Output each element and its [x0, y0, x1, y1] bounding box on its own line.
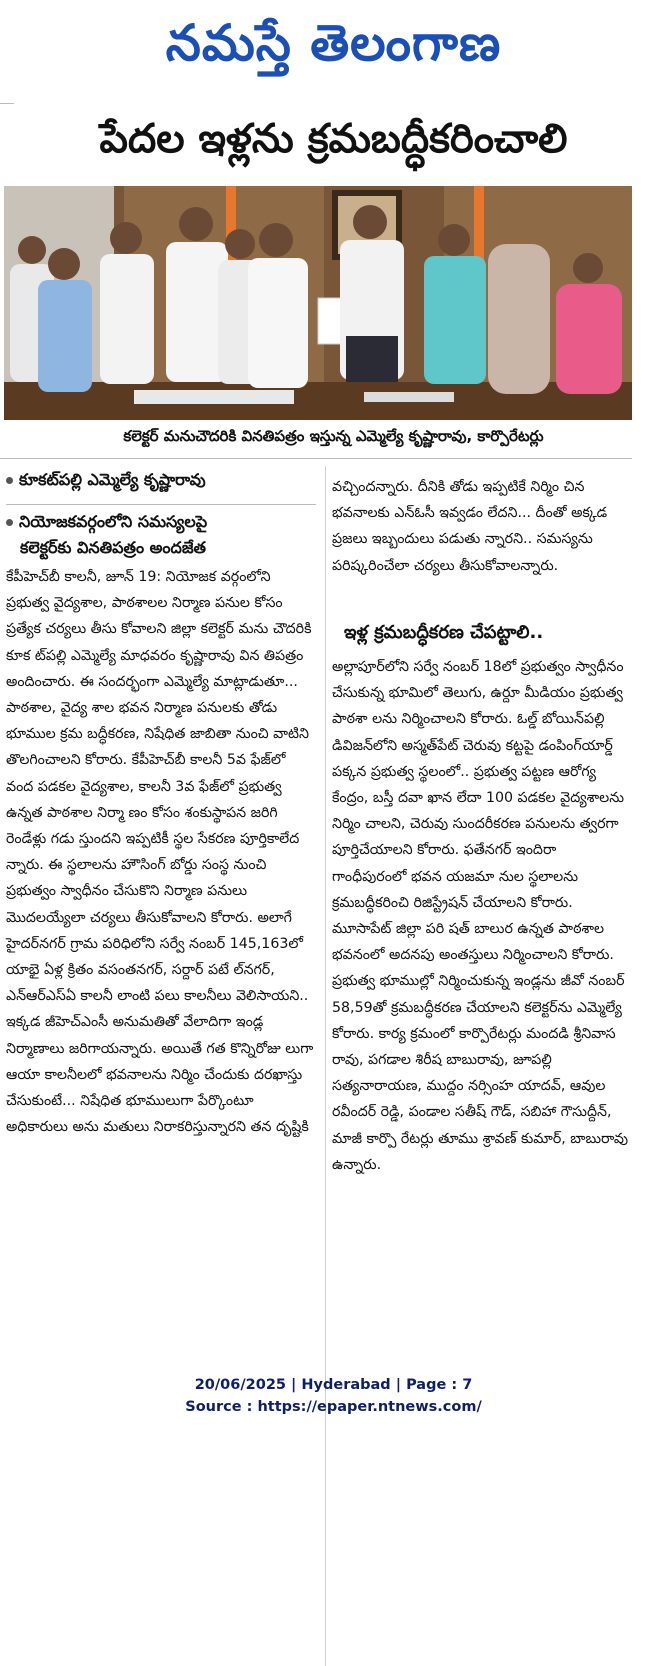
masthead-logo: నమస్తే తెలంగాణ	[165, 14, 502, 72]
bullet-text: కలెక్టర్‌కు వినతిపత్రం అందజేత	[20, 538, 206, 557]
article-headline: పేదల ఇళ్లను క్రమబద్ధీకరించాలి	[99, 116, 568, 162]
bullet-icon	[6, 477, 13, 484]
photo-caption: కలెక్టర్ మనుచౌదరికి వినతిపత్రం ఇస్తున్న ఎమ్మెల్యే కృష్ణారావు, కార్పొరేటర్లు	[123, 427, 544, 445]
footer-source: Source : https://epaper.ntnews.com/	[185, 1399, 482, 1415]
article-subheading: ఇళ్ల క్రమబద్ధీకరణ చేపట్టాలి..	[344, 622, 544, 643]
column-divider	[325, 466, 326, 1666]
masthead	[0, 0, 667, 100]
body-paragraph: అల్లాపూర్‌లోని సర్వే నంబర్ 18లో ప్రభుత్వం స్వాధీనం చేసుకున్న భూమిలో తెలుగు, ఉర్దూ మీడియం ప్రభుత్వ పాఠశా లను నిర్మించాలని కోరారు. ఓల్డ్ బోయిన్‌పల్లి డివిజన్‌లోని అస్మత్‌పేట్ చెరువు కట్టపై డంపింగ్‌యార్డ్ పక్కన ప్రభుత్వ స్థలంలో.. ప్రభుత్వ పట్టణ ఆరోగ్య కేంద్రం, బస్తీ దవా ఖాన లేదా 100 పడకల వైద్యశాలను నిర్మిం చాలని, చెరువు సుందరీకరణ పనులను త్వరగా పూర్తిచేయాలని కోరారు. ఫతేనగర్ ఇందిరా గాంధీపురంలో భవన యజమా నుల స్థలాలను క్రమబద్ధీకరించి రిజిస్ట్రేషన్ చేయాలని కోరారు. మూసాపేట్ జిల్లా పరి షత్ బాలుర ఉన్నత పాఠశాల భవనంలో అదనపు అంతస్తులు నిర్మించాలని కోరారు. ప్రభుత్వ భూముల్లో నిర్మించుకున్న ఇండ్లను జీవో నంబర్ 58,59తో క్రమబద్ధీకరణ చేయాలని కలెక్టర్‌ను ఎమ్మెల్యే కోరారు. కార్య క్రమంలో కార్పొరేటర్లు మందడి శ్రీనివాస రావు, పగడాల శిరీష బాబురావు, జూపల్లి సత్యనారాయణ, ముద్దం నర్సింహ యాదవ్, ఆవుల రవీందర్ రెడ్డి, పండాల సతీష్ గౌడ్, సబిహా గౌసుద్దీన్, మాజీ కార్పొ రేటర్లు తూము శ్రావణ్ కుమార్, బాబురావు ఉన్నారు.	[332, 659, 629, 1173]
bullet-text: కూకట్‌పల్లి ఎమ్మెల్యే కృష్ణారావు	[19, 470, 206, 489]
bullet-item	[6, 512, 207, 535]
footer-dateline: 20/06/2025 | Hyderabad | Page : 7	[194, 1377, 473, 1393]
article-body-left	[6, 564, 317, 1140]
article-photo	[4, 186, 632, 420]
body-paragraph: వచ్చిందన్నారు. దీనికి తోడు ఇప్పటికే నిర్మిం చిన భవనాలకు ఎన్‌ఓసీ ఇవ్వడం లేదని... దీంతో అక్కడ ప్రజలు ఇబ్బందులు పడుతు న్నారని.. సమస్యను పరిష్కరించేలా చర్యలు తీసుకోవాలన్నారు.	[332, 479, 608, 574]
bullet-item	[6, 470, 206, 493]
body-paragraph: కేపీహెచ్‌బీ కాలనీ, జూన్ 19: నియోజక వర్గంలోని ప్రభుత్వ వైద్యశాల, పాఠశాలల నిర్మాణ పనుల కోసం ప్రత్యేక చర్యలు తీసు కోవాలని జిల్లా కలెక్టర్ మను చౌదరికి కూక ట్‌పల్లి ఎమ్మెల్యే మాధవరం కృష్ణారావు విన తిపత్రం అందించారు. ఈ సందర్భంగా ఎమ్మెల్యే మాట్లాడుతూ... పాఠశాల, వైద్య శాల భవన నిర్మాణ పనులకు తోడు భూముల క్రమ బద్ధీకరణ, నిషేధిత జాబితా నుంచి వాటిని తొలగించాలని కోరారు. కేపీహెచ్‌బీ కాలనీ 5వ ఫేజ్‌లో వంద పడకల వైద్యశాల, కాలనీ 3వ ఫేజ్‌లో ప్రభుత్వ ఉన్నత పాఠశాల నిర్మా ణం కోసం శంకుస్థాపన జరిగి రెండేళ్లు గడు స్తుందని ఇప్పటికీ స్థల సేకరణ పూర్తికాలేద న్నారు. ఈ స్థలాలను హౌసింగ్ బోర్డు సంస్థ నుంచి ప్రభుత్వం స్వాధీనం చేసుకొని నిర్మాణ పనులు మొదలయ్యేలా చర్యలు తీసుకోవాలని కోరారు. అలాగే హైదర్‌నగర్ గ్రామ పరిధిలోని సర్వే నంబర్ 145,163లో యాభై ఏళ్ల క్రితం వసంతనగర్, సర్దార్ పటే ల్‌నగర్, ఎన్‌ఆర్‌ఎస్‌ఏ కాలనీ లాంటి పలు కాలనీలు వెలిసాయని.. ఇక్కడ జీహెచ్‌ఎంసీ అనుమతితో వేలాదిగా ఇండ్ల నిర్మాణాలు జరిగాయన్నారు. అయితే గత కొన్నిరోజు లుగా ఆయా కాలనీలలో భవనాలను నిర్మిం చేందుకు దరఖాస్తు చేసుకుంటే... నిషేధిత భూములుగా పేర్కొంటూ అధికారులు అను మతులు నిరాకరిస్తున్నారని తన దృష్టికి	[6, 569, 314, 1136]
top-rule	[0, 103, 14, 104]
article-body-right-top	[332, 474, 632, 579]
caption-rule	[0, 458, 632, 459]
bullet-text: నియోజకవర్గంలోని సమస్యలపై	[19, 512, 208, 531]
bullet-icon	[6, 519, 13, 526]
bullet-rule	[6, 504, 316, 505]
article-body-right	[332, 654, 632, 1178]
bullet-item-continued	[20, 538, 206, 561]
